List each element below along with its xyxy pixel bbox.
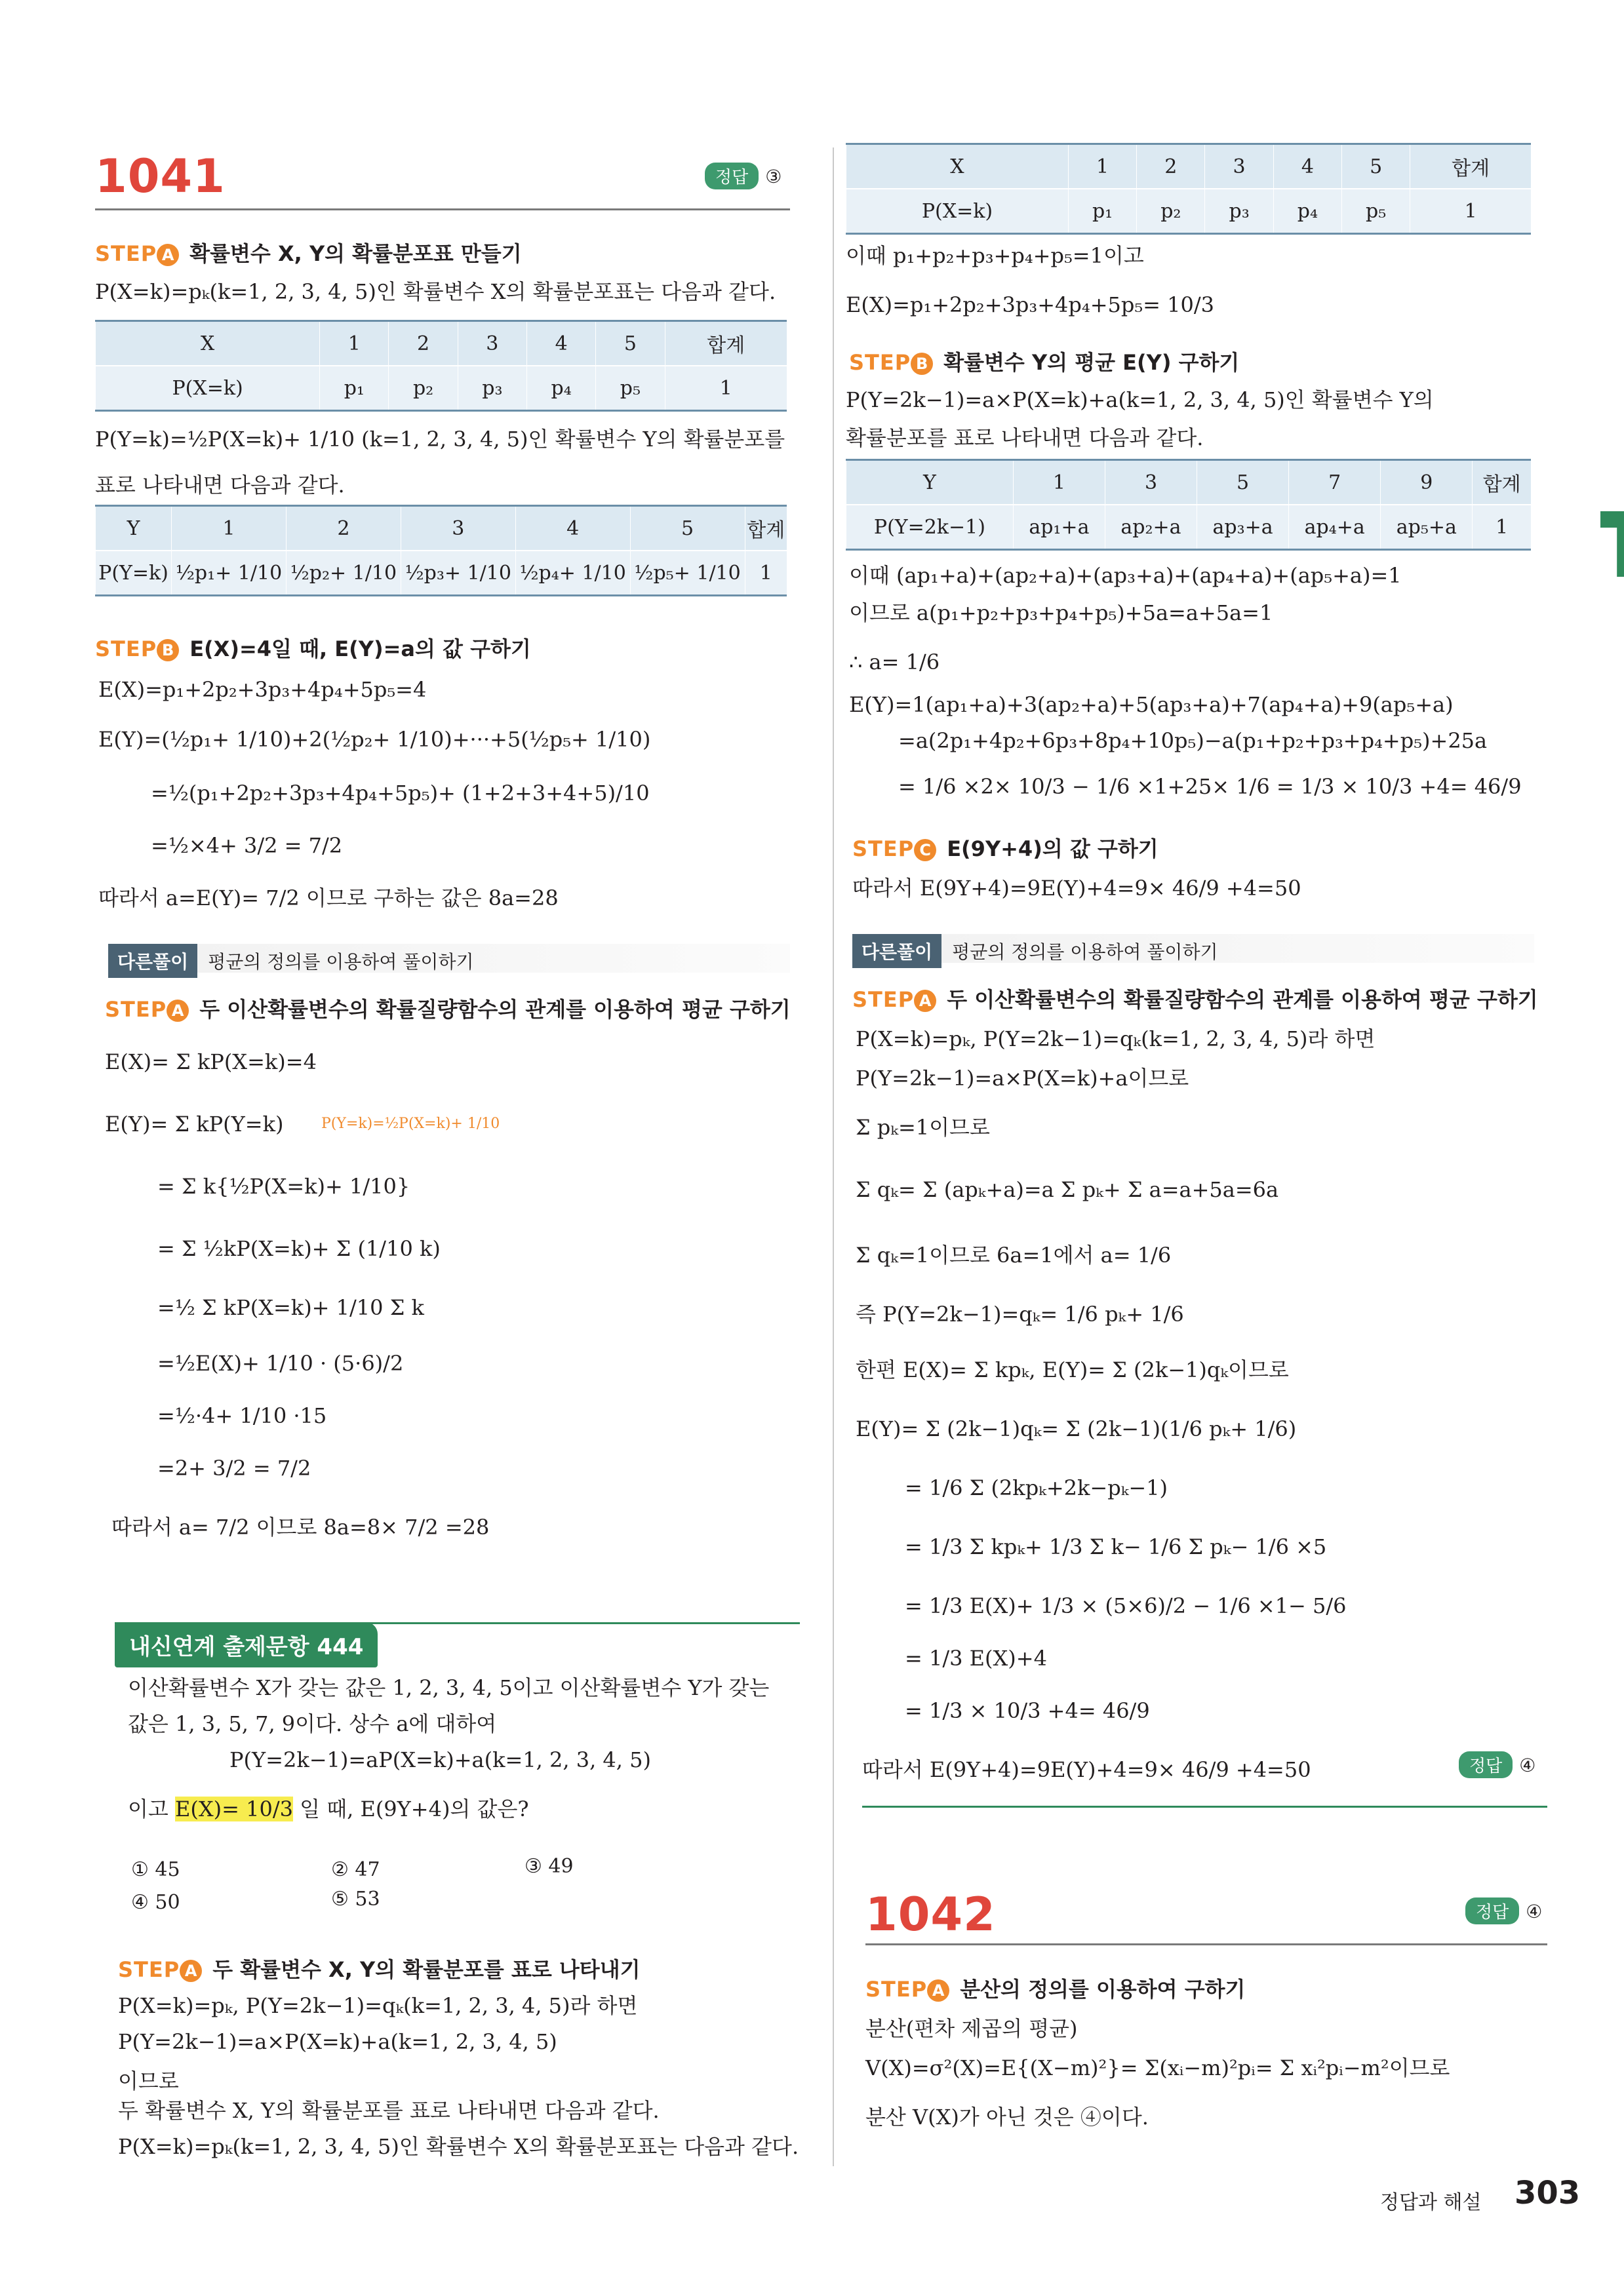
step-title: 두 이산확률변수의 확률질량함수의 관계를 이용하여 평균 구하기 [947, 987, 1538, 1012]
table-total-cell: 1 [1473, 505, 1531, 550]
question-line: P(Y=2k−1)=aP(X=k)+a(k=1, 2, 3, 4, 5) [229, 1747, 651, 1772]
table-cell: p₄ [526, 366, 595, 411]
table-cell: p₁ [1068, 189, 1136, 234]
text-line: 확률분포를 표로 나타내면 다음과 같다. [846, 425, 1204, 450]
question-line: 이산확률변수 X가 갖는 값은 1, 2, 3, 4, 5이고 이산확률변수 Y가 갖는 [128, 1675, 770, 1700]
table-cell: ap₅+a [1381, 505, 1473, 550]
calc-line: =½×4+ 3/2 = 7/2 [151, 833, 343, 858]
question-line: 값은 1, 3, 5, 7, 9이다. 상수 a에 대하여 [128, 1711, 497, 1736]
table-total-cell: 합계 [1473, 460, 1531, 505]
answer-1042 [1465, 1897, 1542, 1924]
table-cell: 2 [1137, 144, 1205, 189]
calc-line: Σ qₖ= Σ (apₖ+a)=a Σ pₖ+ Σ a=a+5a=6a [856, 1177, 1279, 1202]
step-title: 확률변수 Y의 평균 E(Y) 구하기 [943, 350, 1240, 375]
table-total-cell: 합계 [745, 506, 787, 551]
conclusion-line: 따라서 E(9Y+4)=9E(Y)+4=9× 46/9 +4=50 [852, 876, 1301, 901]
choice-5[interactable]: ⑤ 53 [331, 1888, 380, 1911]
naesin-step-a-heading: STEP A 두 확률변수 X, Y의 확률분포를 표로 나타내기 [118, 1957, 641, 1982]
answer-value: ④ [1519, 1755, 1536, 1776]
step-a-heading: STEP A 분산의 정의를 이용하여 구하기 [865, 1977, 1246, 2002]
conclusion-line: 따라서 a=E(Y)= 7/2 이므로 구하는 값은 8a=28 [98, 885, 559, 910]
step-title: 확률변수 X, Y의 확률분포표 만들기 [189, 241, 522, 266]
distribution-table-y [846, 459, 1531, 551]
table-cell: 4 [1273, 144, 1341, 189]
table-cell: ½p₃+ 1/10 [401, 551, 515, 596]
calc-line: =½ Σ kP(X=k)+ 1/10 Σ k [157, 1295, 424, 1320]
calc-line: =½·4+ 1/10 ·15 [157, 1403, 327, 1428]
calc-line: = 1/3 E(X)+4 [905, 1646, 1047, 1671]
text-line: ∴ a= 1/6 [849, 650, 940, 674]
table-cell: ap₁+a [1013, 505, 1105, 550]
text-line: 이므로 a(p₁+p₂+p₃+p₄+p₅)+5a=a+5a=1 [849, 600, 1273, 625]
table-cell: p₁ [320, 366, 389, 411]
calc-line: 즉 P(Y=2k−1)=qₖ= 1/6 pₖ+ 1/6 [856, 1302, 1184, 1327]
table-cell: 1 [320, 321, 389, 366]
calc-line: E(X)=p₁+2p₂+3p₃+4p₄+5p₅=4 [98, 677, 427, 702]
calc-line: P(X=k)=pₖ, P(Y=2k−1)=qₖ(k=1, 2, 3, 4, 5)라 하면 [856, 1026, 1376, 1051]
table-cell: 3 [1205, 144, 1273, 189]
table-cell: 1 [172, 506, 287, 551]
text-line: V(X)=σ²(X)=E{(X−m)²}= Σ(xᵢ−m)²pᵢ= Σ xᵢ²pᵢ−m²이므로 [865, 2055, 1450, 2080]
answer-badge: 정답 [1459, 1751, 1513, 1778]
table-cell: 3 [1105, 460, 1197, 505]
distribution-table-x [846, 143, 1531, 235]
table-total-cell: 합계 [1410, 144, 1531, 189]
text-line: E(Y)=1(ap₁+a)+3(ap₂+a)+5(ap₃+a)+7(ap₄+a)+9(ap₅+a) [849, 692, 1454, 717]
text-line: 분산(편차 제곱의 평균) [865, 2016, 1078, 2041]
table-cell: 2 [286, 506, 401, 551]
calc-line: = Σ k{½P(X=k)+ 1/10} [157, 1174, 410, 1199]
step-a-heading: STEP A 확률변수 X, Y의 확률분포표 만들기 [95, 241, 522, 266]
table-cell: 4 [515, 506, 630, 551]
highlighted-condition: E(X)= 10/3 [175, 1797, 293, 1821]
table-cell: p₅ [596, 366, 665, 411]
choice-1[interactable]: ① 45 [131, 1858, 180, 1881]
choice-2[interactable]: ② 47 [331, 1858, 380, 1881]
alt-step-a-heading: STEP A 두 이산확률변수의 확률질량함수의 관계를 이용하여 평균 구하기 [105, 997, 791, 1022]
table-header-cell: Y [846, 460, 1014, 505]
table-total-cell: 합계 [665, 321, 787, 366]
text-line: P(Y=2k−1)=a×P(X=k)+a(k=1, 2, 3, 4, 5) [118, 2029, 557, 2054]
table-cell: ap₃+a [1197, 505, 1289, 550]
table-cell: p₂ [1137, 189, 1205, 234]
text-line: P(X=k)=pₖ(k=1, 2, 3, 4, 5)인 확률변수 X의 확률분포표는 다음과 같다. [95, 279, 776, 304]
table-cell: 5 [1342, 144, 1410, 189]
problem-number-1042: 1042 [865, 1888, 996, 1941]
step-title: 두 이산확률변수의 확률질량함수의 관계를 이용하여 평균 구하기 [199, 997, 791, 1022]
conclusion-line: 따라서 E(9Y+4)=9E(Y)+4=9× 46/9 +4=50 [862, 1757, 1311, 1782]
table-total-cell: 1 [1410, 189, 1531, 234]
table-cell: ap₄+a [1289, 505, 1381, 550]
table-total-cell: 1 [665, 366, 787, 411]
calc-line: = 1/3 E(X)+ 1/3 × (5×6)/2 − 1/6 ×1− 5/6 [905, 1593, 1347, 1618]
table-cell: ½p₂+ 1/10 [286, 551, 401, 596]
text-line: =a(2p₁+4p₂+6p₃+8p₄+10p₅)−a(p₁+p₂+p₃+p₄+p₅)+25a [898, 728, 1488, 753]
problem-rule [95, 208, 790, 210]
distribution-table-y [95, 505, 787, 596]
question-line: 이고 E(X)= 10/3 일 때, E(9Y+4)의 값은? [128, 1797, 529, 1821]
table-cell: 9 [1381, 460, 1473, 505]
calc-line: = Σ ½kP(X=k)+ Σ (1/10 k) [157, 1236, 441, 1261]
table-header-cell: Y [96, 506, 172, 551]
text-line: 이므로 [118, 2069, 179, 2093]
table-cell: 2 [389, 321, 458, 366]
alt-solution-heading: 다른풀이 평균의 정의를 이용하여 풀이하기 [852, 934, 1218, 968]
table-cell: ½p₁+ 1/10 [172, 551, 287, 596]
problem-rule [865, 1943, 1547, 1945]
table-cell: ½p₄+ 1/10 [515, 551, 630, 596]
conclusion-line: 따라서 a= 7/2 이므로 8a=8× 7/2 =28 [111, 1515, 490, 1540]
text-line: P(X=k)=pₖ, P(Y=2k−1)=qₖ(k=1, 2, 3, 4, 5)라 하면 [118, 1993, 638, 2018]
table-cell: p₃ [1205, 189, 1273, 234]
text-line: P(Y=2k−1)=a×P(X=k)+a(k=1, 2, 3, 4, 5)인 확률변수 Y의 [846, 387, 1434, 412]
text-line: 분산 V(X)가 아닌 것은 ④이다. [865, 2105, 1149, 2130]
answer-badge: 정답 [705, 163, 759, 189]
calc-line: P(Y=2k−1)=a×P(X=k)+a이므로 [856, 1066, 1189, 1091]
naesin-label: 내신연계 출제문항 444 [115, 1622, 378, 1667]
distribution-table-x [95, 320, 787, 412]
calc-line: =½(p₁+2p₂+3p₃+4p₄+5p₅)+ (1+2+3+4+5)/10 [151, 781, 650, 806]
table-cell: 5 [1197, 460, 1289, 505]
table-cell: p₂ [389, 366, 458, 411]
step-b-heading: STEP B 확률변수 Y의 평균 E(Y) 구하기 [849, 350, 1240, 375]
calc-line: 한편 E(X)= Σ kpₖ, E(Y)= Σ (2k−1)qₖ이므로 [856, 1357, 1289, 1382]
text-line: 두 확률변수 X, Y의 확률분포를 표로 나타내면 다음과 같다. [118, 2098, 660, 2123]
side-note: P(Y=k)=½P(X=k)+ 1/10 [321, 1116, 500, 1132]
table-cell: 4 [526, 321, 595, 366]
calc-line: E(Y)= Σ (2k−1)qₖ= Σ (2k−1)(1/6 pₖ+ 1/6) [856, 1416, 1297, 1441]
table-cell: 7 [1289, 460, 1381, 505]
alt-solution-heading: 다른풀이 평균의 정의를 이용하여 풀이하기 [108, 944, 474, 978]
table-cell: p₅ [1342, 189, 1410, 234]
table-header-cell: P(Y=k) [96, 551, 172, 596]
table-cell: 1 [1013, 460, 1105, 505]
step-title: E(9Y+4)의 값 구하기 [947, 836, 1159, 861]
answer-value: ③ [765, 166, 782, 187]
table-header-cell: P(Y=2k−1) [846, 505, 1014, 550]
text-line: P(Y=k)=½P(X=k)+ 1/10 (k=1, 2, 3, 4, 5)인 확률변수 Y의 확률분포를 [95, 427, 785, 452]
step-title: 두 확률변수 X, Y의 확률분포를 표로 나타내기 [212, 1957, 641, 1982]
step-b-heading: STEP B E(X)=4일 때, E(Y)=a의 값 구하기 [95, 636, 531, 661]
text-line: 이때 (ap₁+a)+(ap₂+a)+(ap₃+a)+(ap₄+a)+(ap₅+a)=1 [849, 563, 1402, 588]
answer-naesin [1459, 1751, 1535, 1778]
page-number: 303 [1515, 2175, 1581, 2211]
calc-line: =2+ 3/2 = 7/2 [157, 1456, 311, 1481]
answer-value: ④ [1526, 1901, 1543, 1922]
footer-label: 정답과 해설 [1380, 2191, 1482, 2214]
calc-line: =½E(X)+ 1/10 · (5·6)/2 [157, 1351, 404, 1376]
alt-step-a-heading: STEP A 두 이산확률변수의 확률질량함수의 관계를 이용하여 평균 구하기 [852, 987, 1538, 1012]
step-c-heading: STEP C E(9Y+4)의 값 구하기 [852, 836, 1159, 861]
table-cell: p₄ [1273, 189, 1341, 234]
text-line: 표로 나타내면 다음과 같다. [95, 473, 345, 497]
choice-3[interactable]: ③ 49 [525, 1855, 574, 1878]
table-cell: ½p₅+ 1/10 [630, 551, 745, 596]
table-header-cell: X [846, 144, 1069, 189]
text-line: E(X)=p₁+2p₂+3p₃+4p₄+5p₅= 10/3 [846, 292, 1215, 317]
step-title: E(X)=4일 때, E(Y)=a의 값 구하기 [189, 636, 531, 661]
table-total-cell: 1 [745, 551, 787, 596]
table-header-cell: X [96, 321, 320, 366]
table-cell: 1 [1068, 144, 1136, 189]
chapter-tab-icon [1600, 511, 1624, 577]
table-cell: 3 [458, 321, 526, 366]
table-cell: 5 [630, 506, 745, 551]
answer-badge: 정답 [1465, 1897, 1519, 1924]
calc-line: = 1/3 × 10/3 +4= 46/9 [905, 1698, 1150, 1723]
answer-1041 [705, 163, 782, 189]
step-title: 분산의 정의를 이용하여 구하기 [960, 1977, 1246, 2002]
section-rule [862, 1806, 1547, 1808]
calc-line: E(Y)= Σ kP(Y=k) [105, 1112, 284, 1137]
table-cell: 5 [596, 321, 665, 366]
table-header-cell: P(X=k) [846, 189, 1069, 234]
text-line: P(X=k)=pₖ(k=1, 2, 3, 4, 5)인 확률변수 X의 확률분포표는 다음과 같다. [118, 2134, 799, 2159]
calc-line: Σ pₖ=1이므로 [856, 1115, 990, 1140]
problem-number-1041: 1041 [95, 149, 226, 203]
calc-line: Σ qₖ=1이므로 6a=1에서 a= 1/6 [856, 1243, 1172, 1268]
calc-line: = 1/6 Σ (2kpₖ+2k−pₖ−1) [905, 1475, 1168, 1500]
naesin-rule [115, 1622, 800, 1624]
table-cell: p₃ [458, 366, 526, 411]
text-line: = 1/6 ×2× 10/3 − 1/6 ×1+25× 1/6 = 1/3 × 10/3 +4= 46/9 [898, 774, 1522, 799]
table-cell: ap₂+a [1105, 505, 1197, 550]
text-line: 이때 p₁+p₂+p₃+p₄+p₅=1이고 [846, 243, 1144, 268]
table-cell: 3 [401, 506, 515, 551]
column-divider [833, 147, 834, 2166]
choice-4[interactable]: ④ 50 [131, 1891, 180, 1914]
calc-line: E(Y)=(½p₁+ 1/10)+2(½p₂+ 1/10)+···+5(½p₅+ 1/10) [98, 727, 651, 752]
calc-line: = 1/3 Σ kpₖ+ 1/3 Σ k− 1/6 Σ pₖ− 1/6 ×5 [905, 1534, 1327, 1559]
table-header-cell: P(X=k) [96, 366, 320, 411]
calc-line: E(X)= Σ kP(X=k)=4 [105, 1049, 317, 1074]
